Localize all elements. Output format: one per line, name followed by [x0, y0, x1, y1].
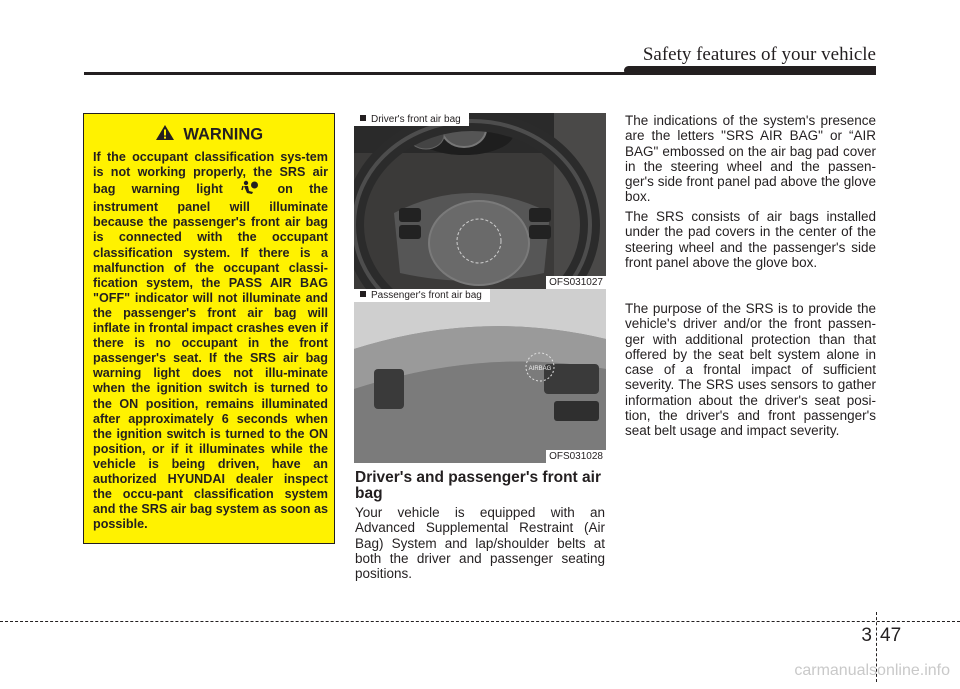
header-tab	[624, 66, 876, 75]
warning-box	[83, 113, 335, 544]
warning-header	[84, 124, 334, 146]
warning-title: WARNING	[183, 125, 264, 144]
section-paragraph: Your vehicle is equipped with an Advanced Supplemental Restraint (Air Bag) System and lap/shoulder belts at both the driver and passenger seating positions.	[355, 505, 605, 582]
section-header-title: Safety features of your vehicle	[642, 44, 876, 65]
figure-code: OFS031028	[546, 450, 606, 463]
passenger-airbag-photo	[354, 289, 606, 463]
figure-caption-text: Driver's front air bag	[371, 114, 461, 125]
footer-rule	[0, 621, 960, 622]
warning-triangle-icon	[155, 124, 175, 146]
body-paragraph: The purpose of the SRS is to provide the vehicle's driver and/or the front passen-ger with additional protection than that offered by the seat belt system alone in case of a frontal impact of sufficient severity. The SRS uses sensors to gather information about the driver's seat posi-tion, the driver's and front passenger's seat belt usage and impact severity.	[625, 301, 876, 439]
section-heading: Driver's and passenger's front air bag	[355, 469, 601, 502]
warning-text-part1: If the occupant classification sys-tem is not working properly, the SRS air bag warning light	[93, 150, 328, 197]
body-paragraph: The indications of the system's presence are the letters "SRS AIR BAG" or “AIR BAG" embossed on the air bag pad cover in the steering wheel and the passen-ger's side front panel pad above the glove box.	[625, 113, 876, 205]
airbag-warning-icon	[241, 180, 259, 200]
figure-caption	[354, 289, 490, 302]
warning-text	[93, 150, 328, 532]
figure-code: OFS031027	[546, 276, 606, 289]
chapter-number: 3	[861, 625, 872, 646]
page-number: 47	[880, 625, 902, 646]
steering-wheel-illustration	[354, 113, 606, 289]
warning-text-part2: on the instrument panel will illuminate because the passenger's front air bag is connected with the occupant classification system. If there is a malfunction of the occupant classi-fication system, the PASS AIR BAG "OFF" indicator will not illuminate and the passenger's front air bag will inflate in frontal impact crashes even if there is no occupant in the front passenger's seat. If the SRS air bag warning light does not illu-minate when the ignition switch is turned to the ON position, remains illuminated after approximately 6 seconds when the ignition switch is turned to the ON position, or if it illuminates while the vehicle is being driven, have an authorized HYUNDAI dealer inspect the occu-pant classification system and the SRS air bag system as soon as possible.	[93, 182, 329, 532]
body-paragraph: The SRS consists of air bags installed under the pad covers in the center of the steering wheel and the passenger's side front panel above the glove box.	[625, 209, 876, 270]
figure-caption-text: Passenger's front air bag	[371, 290, 482, 301]
watermark: carmanualsonline.info	[794, 662, 950, 679]
dashboard-illustration	[354, 289, 606, 463]
figure-caption	[354, 113, 469, 126]
airbag-emboss-text: AIRBAG	[528, 366, 552, 372]
bullet-square-icon	[360, 291, 366, 297]
bullet-square-icon	[360, 115, 366, 121]
driver-airbag-photo	[354, 113, 606, 289]
